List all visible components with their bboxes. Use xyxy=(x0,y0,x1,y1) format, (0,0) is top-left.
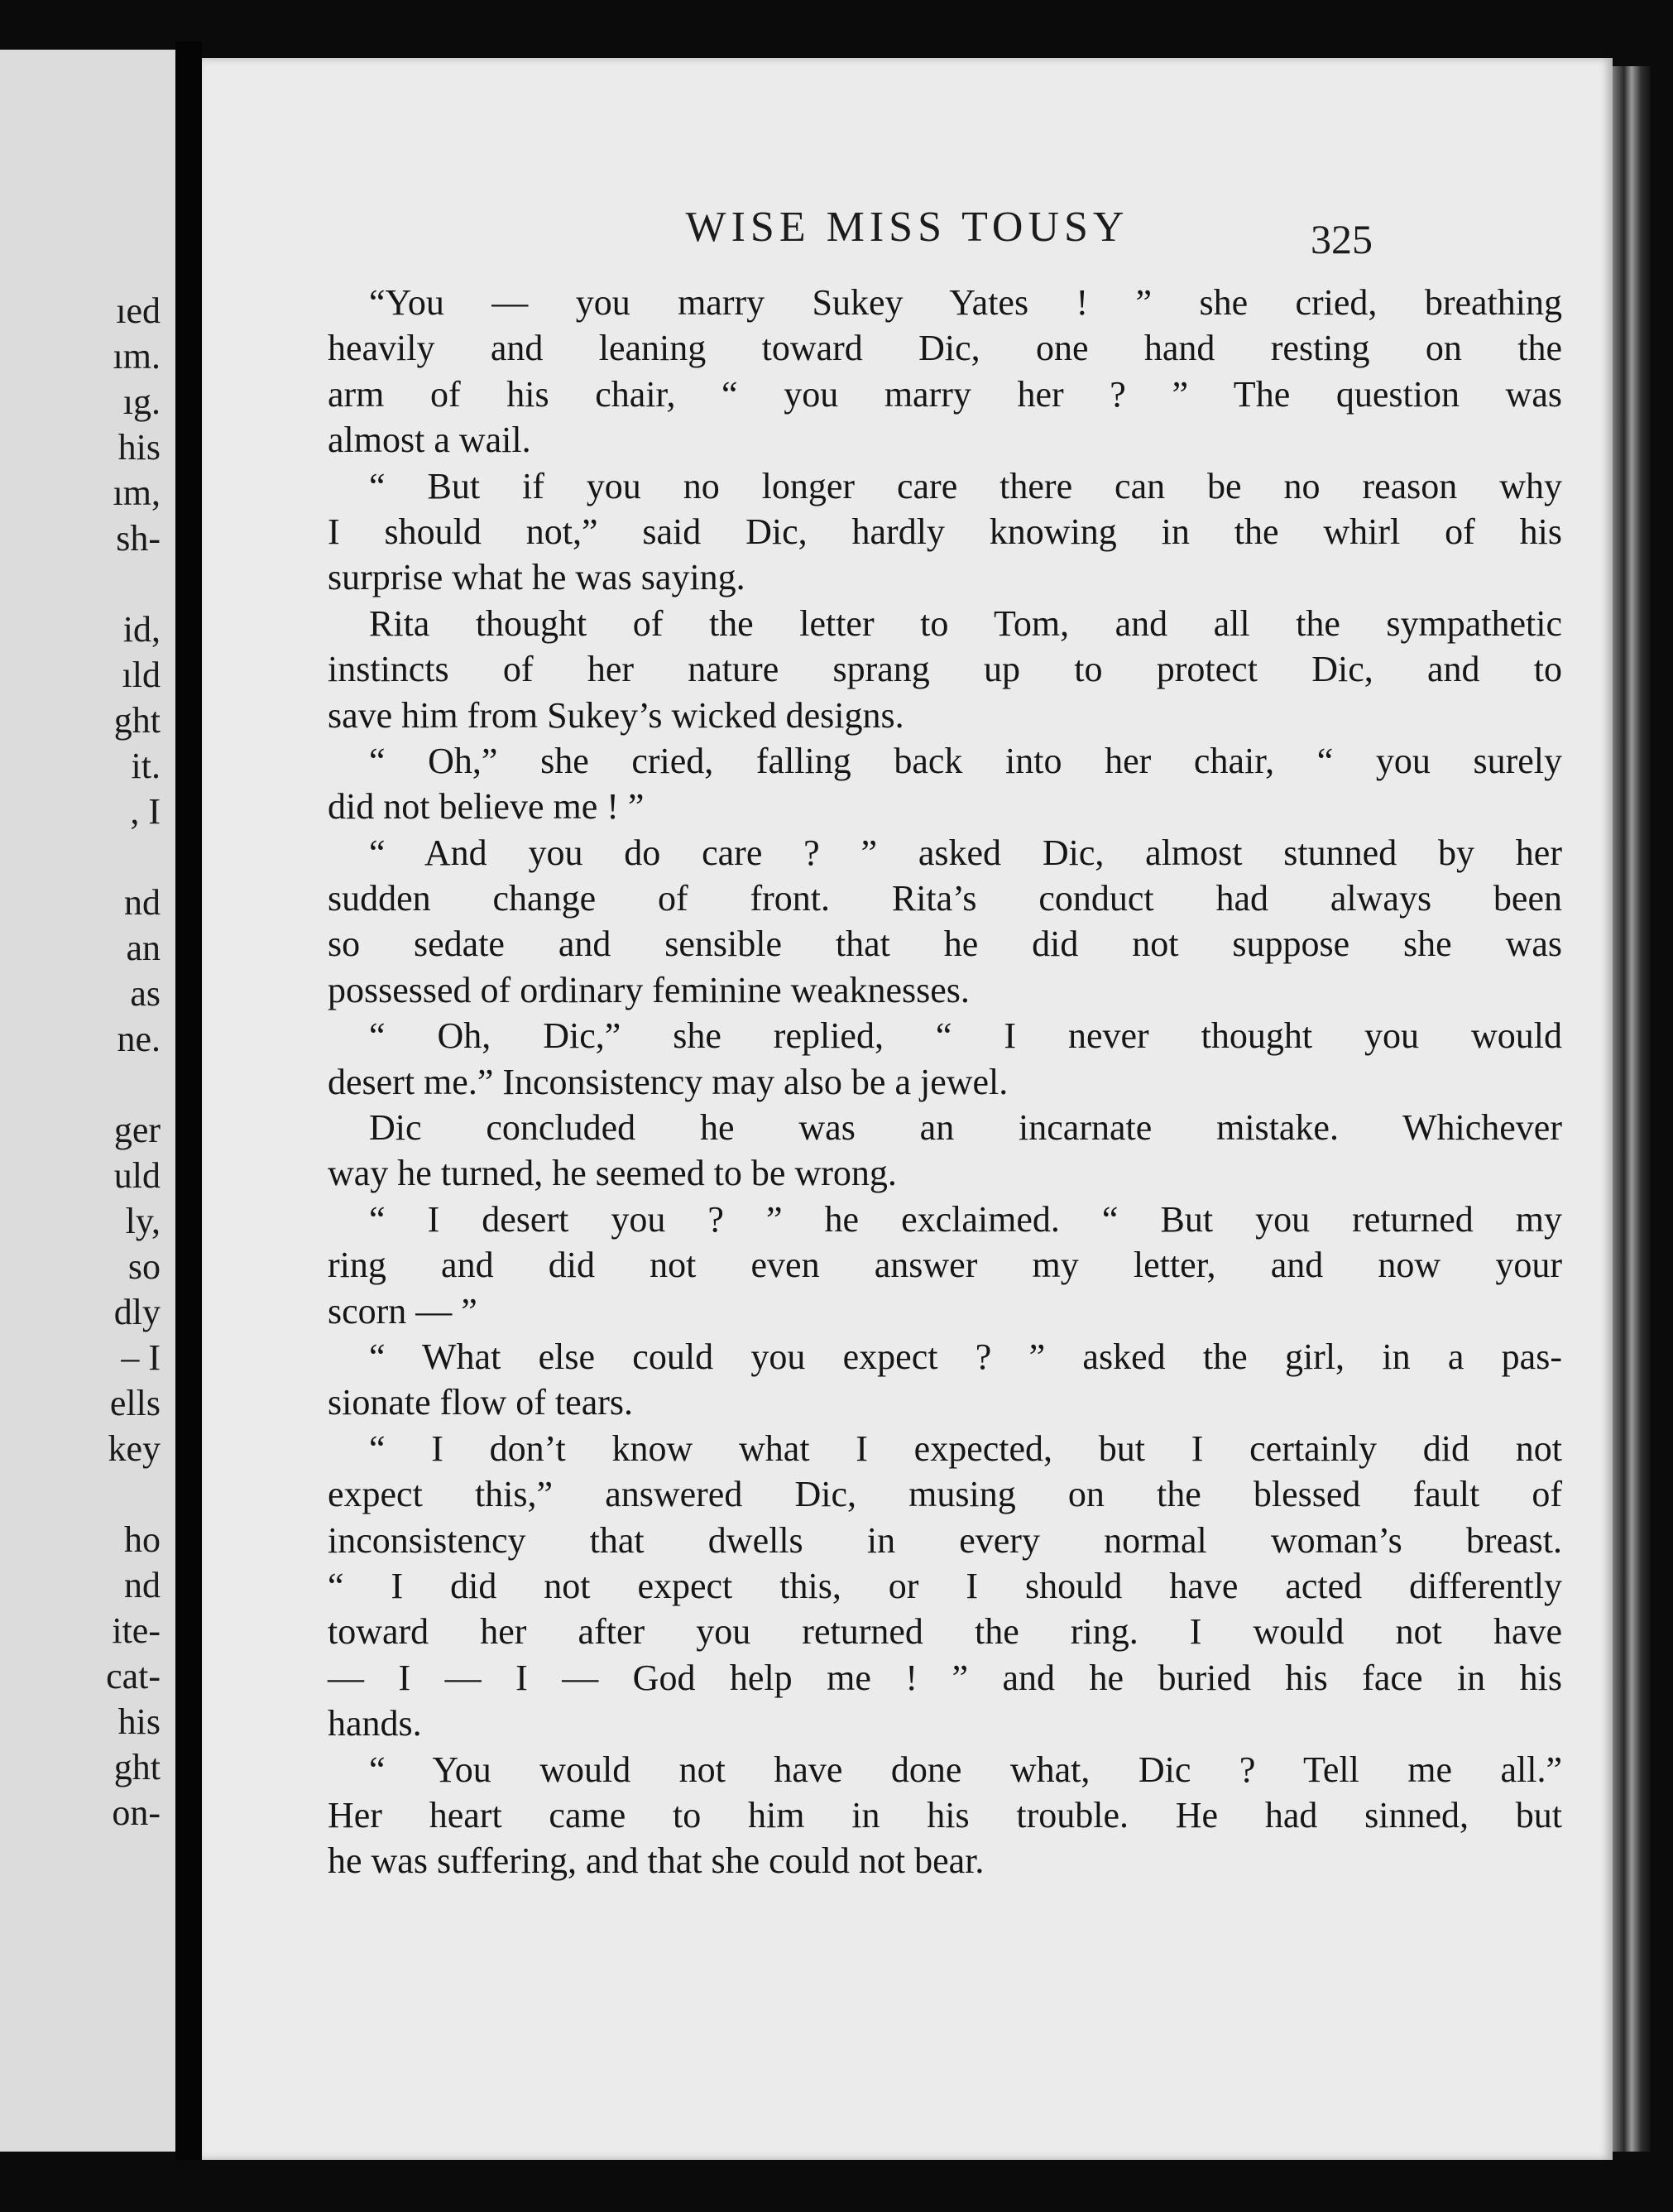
text-line: scorn — ” xyxy=(328,1290,477,1332)
text-line: possessed of ordinary feminine weaknesses. xyxy=(328,969,970,1010)
left-text-fragment: , I xyxy=(130,791,161,832)
left-text-fragment: an xyxy=(126,928,161,968)
text-line: “ I don’t know what I expected, but I certainly did not xyxy=(369,1427,1562,1469)
left-text-fragment: ho xyxy=(124,1519,161,1560)
left-text-fragment: ım. xyxy=(113,336,161,377)
text-line: “ What else could you expect ? ” asked the girl, in a pas- xyxy=(369,1336,1562,1377)
text-line: “ But if you no longer care there can be no reason why xyxy=(369,465,1562,506)
text-line: desert me.” Inconsistency may also be a jewel. xyxy=(328,1061,1009,1102)
left-text-fragment: his xyxy=(117,1701,161,1742)
text-line: sudden change of front. Rita’s conduct had always been xyxy=(328,878,1562,919)
left-text-fragment: ells xyxy=(109,1383,161,1423)
text-line: did not believe me ! ” xyxy=(328,786,645,828)
left-text-fragment: ıed xyxy=(116,290,161,331)
text-line: sionate flow of tears. xyxy=(328,1382,633,1423)
left-text-fragment: ne. xyxy=(117,1019,161,1059)
left-text-fragment: his xyxy=(117,427,161,468)
left-text-fragment: sh- xyxy=(116,518,161,559)
body-text xyxy=(328,280,1562,1884)
text-line: “ I desert you ? ” he exclaimed. “ But you returned my xyxy=(369,1198,1562,1240)
right-page xyxy=(202,58,1613,2160)
left-text-fragment: id, xyxy=(122,609,161,650)
left-text-fragment: ıg. xyxy=(122,381,161,422)
text-line: “ And you do care ? ” asked Dic, almost stunned by her xyxy=(369,832,1562,873)
text-line: Her heart came to him in his trouble. He had sinned, but xyxy=(328,1794,1562,1835)
left-text-fragment: uld xyxy=(113,1155,161,1196)
left-text-fragment: ım, xyxy=(113,473,161,513)
page-number: 325 xyxy=(1311,216,1373,262)
left-text-fragment: on- xyxy=(112,1792,161,1833)
left-text-fragment: it. xyxy=(131,746,161,786)
text-line: surprise what he was saying. xyxy=(328,557,745,598)
text-line: heavily and leaning toward Dic, one hand resting on the xyxy=(328,328,1562,369)
book-gutter xyxy=(175,41,202,2160)
text-line: “ You would not have done what, Dic ? Tell me all.” xyxy=(369,1749,1562,1790)
text-line: hands. xyxy=(328,1703,422,1744)
left-text-fragment: key xyxy=(108,1428,161,1469)
text-line: toward her after you returned the ring. I would not have xyxy=(328,1611,1562,1653)
left-text-fragment: ger xyxy=(113,1110,161,1150)
text-line: instincts of her nature sprang up to protect Dic, and to xyxy=(328,649,1562,690)
text-line: “ Oh,” she cried, falling back into her chair, “ you surely xyxy=(369,740,1562,781)
page-edge xyxy=(1613,66,1651,2152)
left-text-fragment: ght xyxy=(113,1747,161,1787)
text-line: inconsistency that dwells in every normal woman’s breast. xyxy=(328,1519,1562,1561)
left-text-fragment: dly xyxy=(113,1292,161,1332)
text-line: so sedate and sensible that he did not suppose she was xyxy=(328,924,1562,965)
text-line: “ Oh, Dic,” she replied, “ I never thought you would xyxy=(369,1015,1562,1057)
left-text-fragment: ıld xyxy=(122,655,161,695)
left-text-fragment: cat- xyxy=(106,1656,161,1696)
left-text-fragment: as xyxy=(130,973,161,1014)
left-text-fragment: nd xyxy=(124,882,161,923)
text-line: way he turned, he seemed to be wrong. xyxy=(328,1153,897,1194)
left-text-fragment: ite- xyxy=(112,1610,161,1651)
text-line: I should not,” said Dic, hardly knowing in the whirl of his xyxy=(328,511,1562,552)
text-line: he was suffering, and that she could not bear. xyxy=(328,1840,985,1882)
text-line: arm of his chair, “ you marry her ? ” The question was xyxy=(328,373,1562,415)
left-text-fragment: so xyxy=(127,1246,161,1287)
text-line: Rita thought of the letter to Tom, and all the sympathetic xyxy=(369,602,1562,644)
text-line: save him from Sukey’s wicked designs. xyxy=(328,694,904,736)
text-line: almost a wail. xyxy=(328,420,531,461)
running-head: WISE MISS TOUSY xyxy=(685,204,1129,251)
left-text-fragment: ly, xyxy=(125,1201,161,1241)
text-line: “You — you marry Sukey Yates ! ” she cried, breathing xyxy=(369,282,1562,323)
left-text-fragment: – I xyxy=(121,1337,161,1378)
text-line: ring and did not even answer my letter, and now your xyxy=(328,1245,1562,1286)
left-text-fragment: nd xyxy=(124,1565,161,1605)
left-page-fragment xyxy=(0,50,175,2152)
text-line: Dic concluded he was an incarnate mistake. Whichever xyxy=(369,1107,1562,1149)
text-line: “ I did not expect this, or I should have acted differently xyxy=(328,1565,1562,1606)
text-line: — I — I — God help me ! ” and he buried his face in his xyxy=(328,1657,1562,1698)
text-line: expect this,” answered Dic, musing on the blessed fault of xyxy=(328,1474,1562,1515)
left-text-fragment: ght xyxy=(113,700,161,741)
